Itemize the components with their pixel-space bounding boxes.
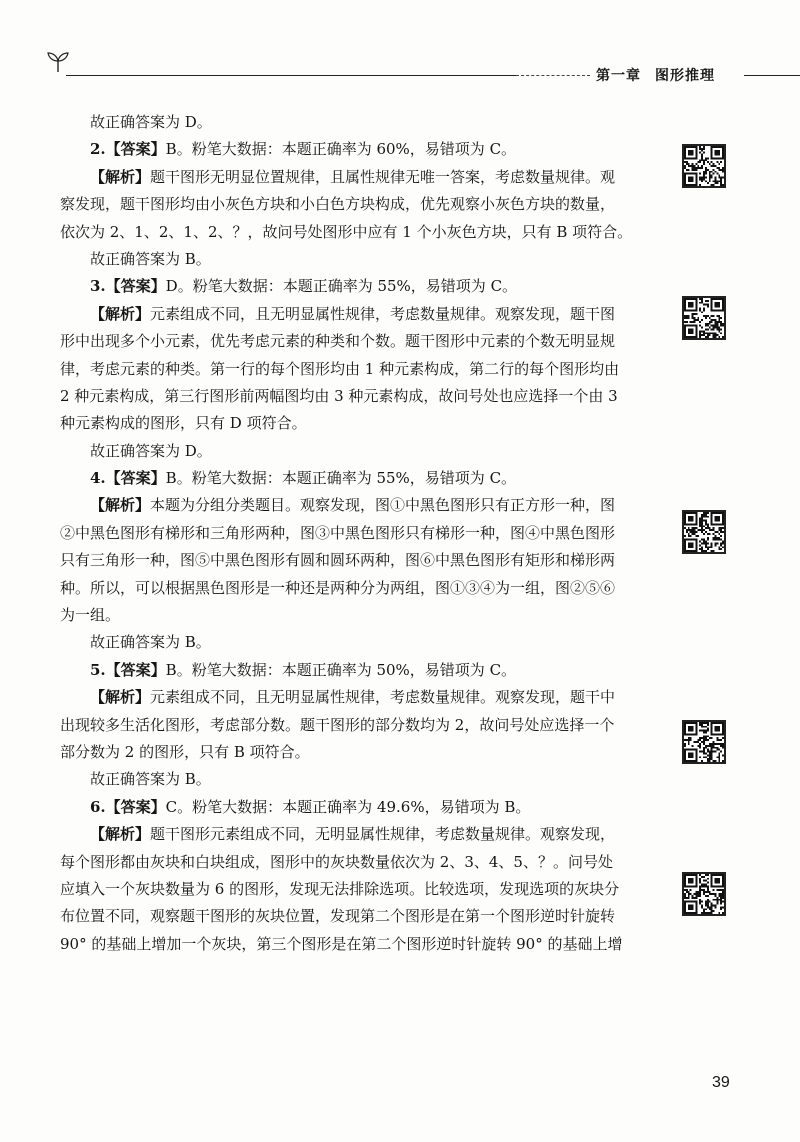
text-line — [60, 410, 660, 437]
text-line — [60, 931, 660, 958]
line-text: 只有三角形一种，图⑤中黑色图形有圆和圆环两种，图⑥中黑色图形有矩形和梯形两 — [60, 551, 616, 570]
line-text: C。粉笔大数据：本题正确率为 49.6%，易错项为 B。 — [165, 797, 531, 816]
answer-label: 【解析】 — [90, 496, 151, 515]
answer-label: 4.【答案】 — [90, 469, 166, 488]
text-line — [60, 164, 660, 191]
text-line — [60, 438, 660, 465]
line-text: 为一组。 — [60, 606, 121, 625]
answer-label: 3.【答案】 — [90, 277, 166, 296]
text-line — [60, 246, 660, 273]
text-line — [60, 876, 660, 903]
line-text: 种元素构成的图形，只有 D 项符合。 — [60, 414, 307, 433]
text-line — [60, 465, 660, 492]
text-line — [60, 273, 660, 300]
line-text: 故正确答案为 B。 — [90, 249, 211, 268]
line-text: 应填入一个灰块数量为 6 的图形，发现无法排除选项。比较选项，发现选项的灰块分 — [60, 879, 620, 898]
line-text: ②中黑色图形有梯形和三角形两种，图③中黑色图形只有梯形一种，图④中黑色图形 — [60, 523, 616, 542]
line-text: 每个图形都由灰块和白块组成，图形中的灰块数量依次为 2、3、4、5、？。问号处 — [60, 852, 613, 871]
line-text: 故正确答案为 B。 — [90, 633, 211, 652]
line-text: 元素组成不同，且无明显属性规律，考虑数量规律。观察发现，题干中 — [150, 688, 616, 707]
answer-label: 【解析】 — [90, 825, 151, 844]
line-text: 2 种元素构成，第三行图形前两幅图均由 3 种元素构成，故问号处也应选择一个由 3 — [60, 386, 618, 405]
text-line — [60, 684, 660, 711]
line-text: 种。所以，可以根据黑色图形是一种还是两种分为两组，图①③④为一组，图②⑤⑥ — [60, 578, 616, 597]
text-line — [60, 328, 660, 355]
line-text: 90° 的基础上增加一个灰块，第三个图形是在第二个图形逆时针旋转 90° 的基础上增 — [60, 934, 623, 953]
text-line — [60, 657, 660, 684]
text-line — [60, 794, 660, 821]
line-text: 部分数为 2 的图形，只有 B 项符合。 — [60, 742, 310, 761]
answer-label: 【解析】 — [90, 688, 151, 707]
line-text: 题干图形元素组成不同，无明显属性规律，考虑数量规律。观察发现， — [150, 825, 616, 844]
qr-code-question-6[interactable] — [682, 872, 726, 916]
text-line — [60, 109, 660, 136]
line-text: 故正确答案为 D。 — [90, 113, 212, 131]
line-text: 律，考虑元素的种类。第一行的每个图形均由 1 种元素构成，第二行的每个图形均由 — [60, 359, 620, 378]
qr-code-question-5[interactable] — [682, 720, 726, 764]
line-text: 故正确答案为 D。 — [90, 441, 212, 460]
text-line — [60, 602, 660, 629]
line-text: 察发现，题干图形均由小灰色方块和小白色方块构成，优先观察小灰色方块的数量， — [60, 195, 616, 214]
line-text: 本题为分组分类题目。观察发现，图①中黑色图形只有正方形一种，图 — [150, 496, 616, 515]
chapter-title: 图形推理 — [655, 68, 715, 84]
text-line — [60, 903, 660, 930]
qr-code-question-2[interactable] — [682, 144, 726, 188]
text-line — [60, 520, 660, 547]
text-line — [60, 301, 660, 328]
line-text: B。粉笔大数据：本题正确率为 50%，易错项为 C。 — [165, 660, 517, 679]
text-line — [60, 547, 660, 574]
line-text: 题干图形无明显位置规律，且属性规律无唯一答案，考虑数量规律。观 — [150, 167, 616, 186]
text-line — [60, 739, 660, 766]
chapter-number: 第一章 — [596, 68, 641, 84]
header-rule-left — [66, 75, 516, 76]
sprout-icon — [46, 50, 70, 74]
text-line — [60, 849, 660, 876]
answer-label: 【解析】 — [90, 167, 151, 186]
page-header — [0, 0, 800, 84]
answer-label: 2.【答案】 — [90, 140, 166, 159]
text-line — [60, 712, 660, 739]
page-number: 39 — [712, 1074, 730, 1091]
text-line — [60, 575, 660, 602]
text-line — [60, 821, 660, 848]
line-text: D。粉笔大数据：本题正确率为 55%，易错项为 C。 — [165, 277, 518, 296]
answer-label: 5.【答案】 — [90, 660, 166, 679]
text-line — [60, 629, 660, 656]
answer-explanations — [60, 109, 660, 958]
text-line — [60, 219, 660, 246]
line-text: 出现较多生活化图形，考虑部分数。题干图形的部分数均为 2，故问号处应选择一个 — [60, 715, 615, 734]
line-text: 依次为 2、1、2、1、2、？，故问号处图形中应有 1 个小灰色方块，只有 B 项符合。 — [60, 222, 633, 241]
header-rule-right — [744, 75, 800, 76]
qr-code-question-4[interactable] — [682, 510, 726, 554]
answer-label: 6.【答案】 — [90, 797, 166, 816]
line-text: B。粉笔大数据：本题正确率为 55%，易错项为 C。 — [165, 469, 517, 488]
line-text: 故正确答案为 B。 — [90, 770, 211, 789]
text-line — [60, 136, 660, 163]
text-line — [60, 766, 660, 793]
line-text: 元素组成不同，且无明显属性规律，考虑数量规律。观察发现，题干图 — [150, 304, 616, 323]
text-line — [60, 356, 660, 383]
text-line — [60, 191, 660, 218]
header-rule-dashed — [516, 75, 590, 76]
line-text: 形中出现多个小元素，优先考虑元素的种类和个数。题干图形中元素的个数无明显规 — [60, 332, 616, 351]
line-text: B。粉笔大数据：本题正确率为 60%，易错项为 C。 — [165, 140, 517, 159]
line-text: 布位置不同，观察题干图形的灰块位置，发现第二个图形是在第一个图形逆时针旋转 — [60, 907, 616, 926]
text-line — [60, 383, 660, 410]
qr-code-question-3[interactable] — [682, 296, 726, 340]
answer-label: 【解析】 — [90, 304, 151, 323]
chapter-heading — [596, 65, 729, 85]
text-line — [60, 492, 660, 519]
